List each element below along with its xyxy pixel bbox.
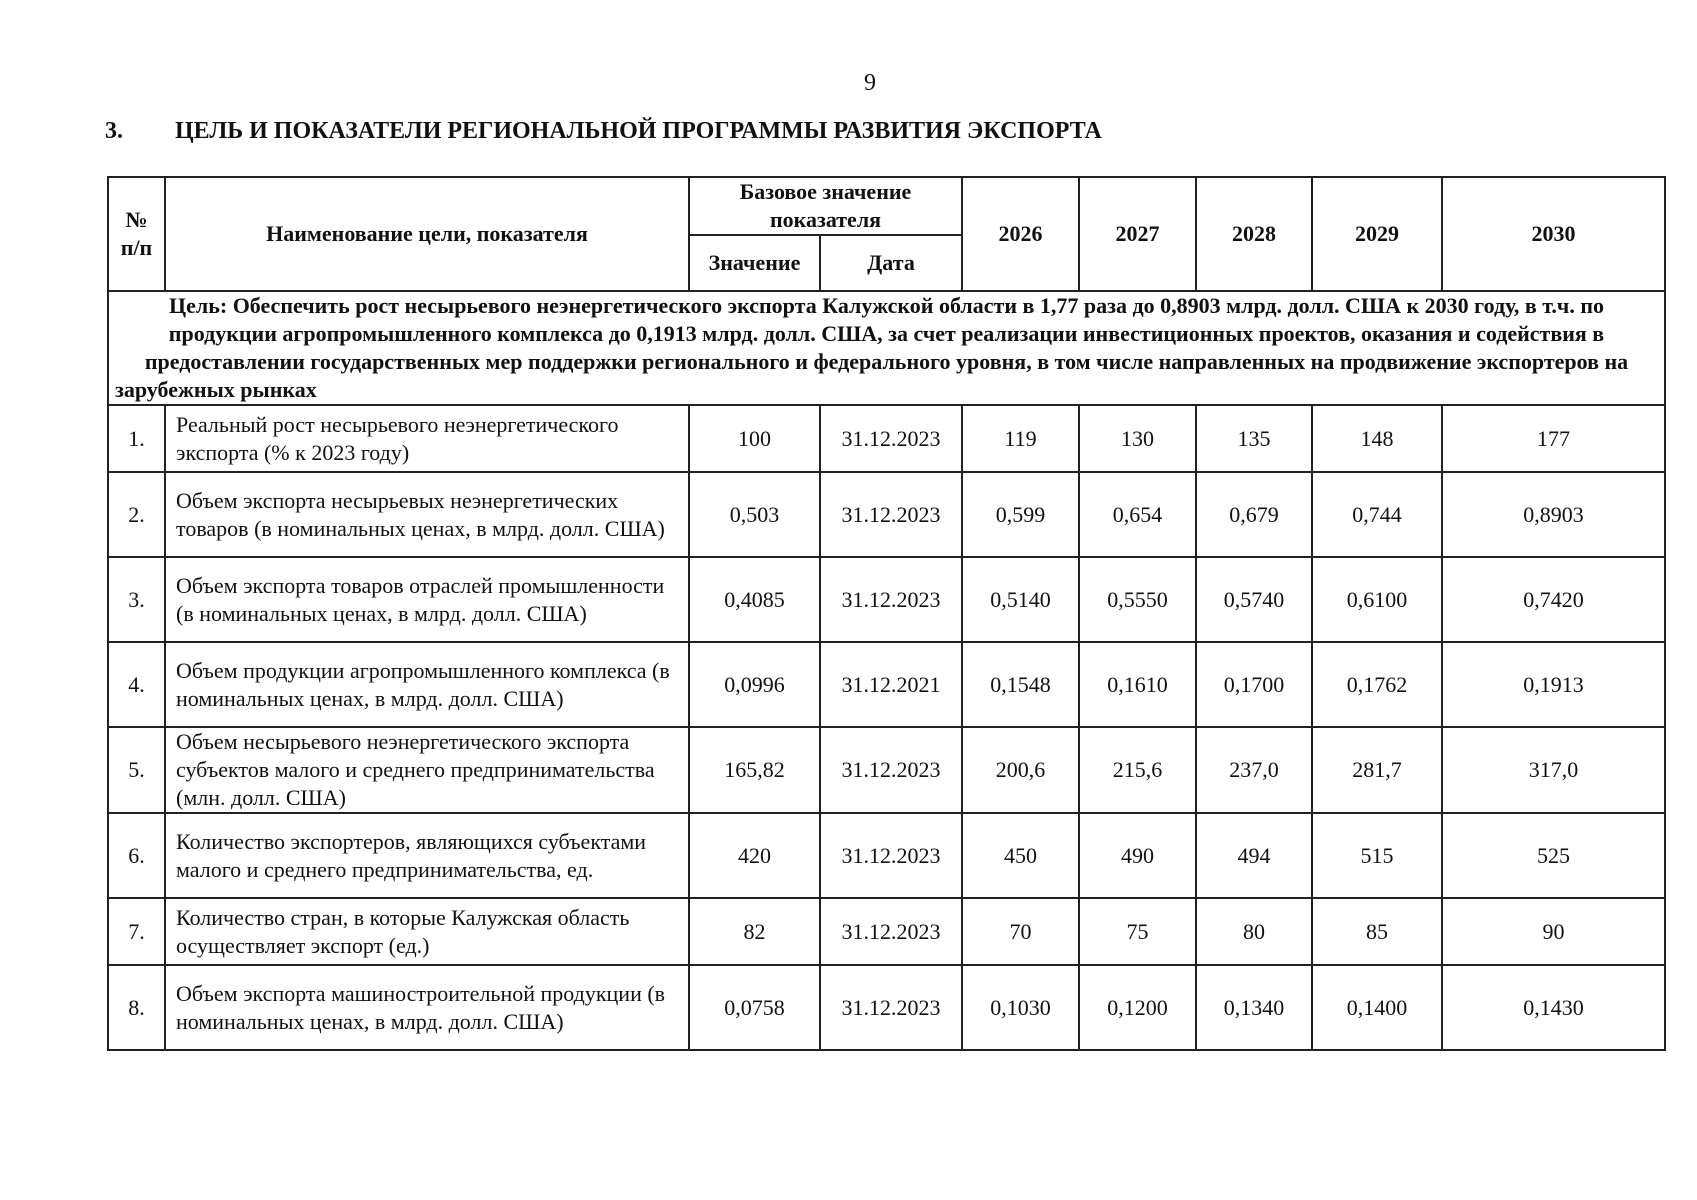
table-row: [108, 472, 1665, 557]
row-2030: 317,0: [1442, 727, 1665, 813]
row-2030: 0,1913: [1442, 642, 1665, 727]
row-2026: 200,6: [962, 727, 1079, 813]
row-date: 31.12.2023: [820, 472, 962, 557]
table-row: [108, 405, 1665, 472]
header-year-2030: 2030: [1442, 177, 1665, 291]
row-2027: 0,5550: [1079, 557, 1196, 642]
row-2030: 177: [1442, 405, 1665, 472]
row-date: 31.12.2023: [820, 557, 962, 642]
row-value: 0,503: [689, 472, 820, 557]
header-date: Дата: [820, 235, 962, 291]
row-name: Объем экспорта машиностроительной продукции (в номинальных ценах, в млрд. долл. США): [165, 965, 689, 1050]
row-value: 0,0996: [689, 642, 820, 727]
row-2027: 0,1200: [1079, 965, 1196, 1050]
header-year-2028: 2028: [1196, 177, 1312, 291]
row-num: 4.: [108, 642, 165, 727]
row-2030: 525: [1442, 813, 1665, 898]
row-num: 1.: [108, 405, 165, 472]
row-2028: 0,1700: [1196, 642, 1312, 727]
row-name: Объем продукции агропромышленного комплекса (в номинальных ценах, в млрд. долл. США): [165, 642, 689, 727]
header-year-2027: 2027: [1079, 177, 1196, 291]
row-2028: 80: [1196, 898, 1312, 965]
table-row: [108, 965, 1665, 1050]
row-2030: 0,1430: [1442, 965, 1665, 1050]
row-2026: 450: [962, 813, 1079, 898]
row-2029: 0,1400: [1312, 965, 1442, 1050]
row-2027: 75: [1079, 898, 1196, 965]
row-2029: 515: [1312, 813, 1442, 898]
row-num: 8.: [108, 965, 165, 1050]
row-num: 3.: [108, 557, 165, 642]
row-date: 31.12.2021: [820, 642, 962, 727]
header-year-2026: 2026: [962, 177, 1079, 291]
table-row: [108, 813, 1665, 898]
row-value: 0,4085: [689, 557, 820, 642]
row-2026: 70: [962, 898, 1079, 965]
row-value: 100: [689, 405, 820, 472]
row-date: 31.12.2023: [820, 813, 962, 898]
table-row: [108, 557, 1665, 642]
row-2027: 490: [1079, 813, 1196, 898]
row-num: 2.: [108, 472, 165, 557]
row-2028: 0,5740: [1196, 557, 1312, 642]
row-2030: 0,7420: [1442, 557, 1665, 642]
row-num: 6.: [108, 813, 165, 898]
row-2029: 0,6100: [1312, 557, 1442, 642]
row-date: 31.12.2023: [820, 727, 962, 813]
row-2027: 215,6: [1079, 727, 1196, 813]
row-name: Объем несырьевого неэнергетического экспорта субъектов малого и среднего предпринимательства (млн. долл. США): [165, 727, 689, 813]
row-2029: 85: [1312, 898, 1442, 965]
row-value: 165,82: [689, 727, 820, 813]
table-row: [108, 727, 1665, 813]
row-2027: 0,654: [1079, 472, 1196, 557]
row-2026: 119: [962, 405, 1079, 472]
section-number: 3.: [105, 118, 123, 144]
row-2028: 494: [1196, 813, 1312, 898]
row-2029: 0,744: [1312, 472, 1442, 557]
goal-text: Цель: Обеспечить рост несырьевого неэнергетического экспорта Калужской области в 1,77 раза до 0,8903 млрд. долл. США к 2030 году, в т.ч. по продукции агропромышленного комплекса до 0,1913 млрд. долл. США, за счет реализации инвестиционных проектов, оказания и содействия в предоставлении государственных мер поддержки регионального и федерального уровня, в том числе направленных на продвижение экспортеров на зарубежных рынках: [108, 291, 1665, 405]
row-2026: 0,599: [962, 472, 1079, 557]
row-name: Реальный рост несырьевого неэнергетического экспорта (% к 2023 году): [165, 405, 689, 472]
row-2027: 130: [1079, 405, 1196, 472]
row-2029: 0,1762: [1312, 642, 1442, 727]
row-name: Объем экспорта несырьевых неэнергетических товаров (в номинальных ценах, в млрд. долл. США): [165, 472, 689, 557]
row-value: 0,0758: [689, 965, 820, 1050]
row-2027: 0,1610: [1079, 642, 1196, 727]
header-year-2029: 2029: [1312, 177, 1442, 291]
row-name: Количество экспортеров, являющихся субъектами малого и среднего предпринимательства, ед.: [165, 813, 689, 898]
row-2026: 0,1548: [962, 642, 1079, 727]
row-2026: 0,1030: [962, 965, 1079, 1050]
row-name: Количество стран, в которые Калужская область осуществляет экспорт (ед.): [165, 898, 689, 965]
row-2029: 281,7: [1312, 727, 1442, 813]
indicators-table: [107, 176, 1666, 1051]
row-date: 31.12.2023: [820, 898, 962, 965]
row-name: Объем экспорта товаров отраслей промышленности (в номинальных ценах, в млрд. долл. США): [165, 557, 689, 642]
row-2030: 90: [1442, 898, 1665, 965]
row-2028: 0,679: [1196, 472, 1312, 557]
header-base: Базовое значение показателя: [689, 177, 962, 235]
row-2029: 148: [1312, 405, 1442, 472]
row-2028: 0,1340: [1196, 965, 1312, 1050]
row-num: 5.: [108, 727, 165, 813]
header-name: Наименование цели, показателя: [165, 177, 689, 291]
row-2028: 135: [1196, 405, 1312, 472]
header-num: № п/п: [108, 177, 165, 291]
header-value: Значение: [689, 235, 820, 291]
row-date: 31.12.2023: [820, 405, 962, 472]
row-value: 420: [689, 813, 820, 898]
goal-row: [108, 291, 1665, 405]
section-title: [105, 118, 1102, 145]
row-num: 7.: [108, 898, 165, 965]
table-row: [108, 642, 1665, 727]
page-number: 9: [864, 70, 876, 96]
row-2026: 0,5140: [962, 557, 1079, 642]
table-row: [108, 898, 1665, 965]
table-header-row: [108, 177, 1665, 235]
row-2030: 0,8903: [1442, 472, 1665, 557]
row-2028: 237,0: [1196, 727, 1312, 813]
row-value: 82: [689, 898, 820, 965]
section-title-text: ЦЕЛЬ И ПОКАЗАТЕЛИ РЕГИОНАЛЬНОЙ ПРОГРАММЫ РАЗВИТИЯ ЭКСПОРТА: [175, 118, 1102, 144]
row-date: 31.12.2023: [820, 965, 962, 1050]
